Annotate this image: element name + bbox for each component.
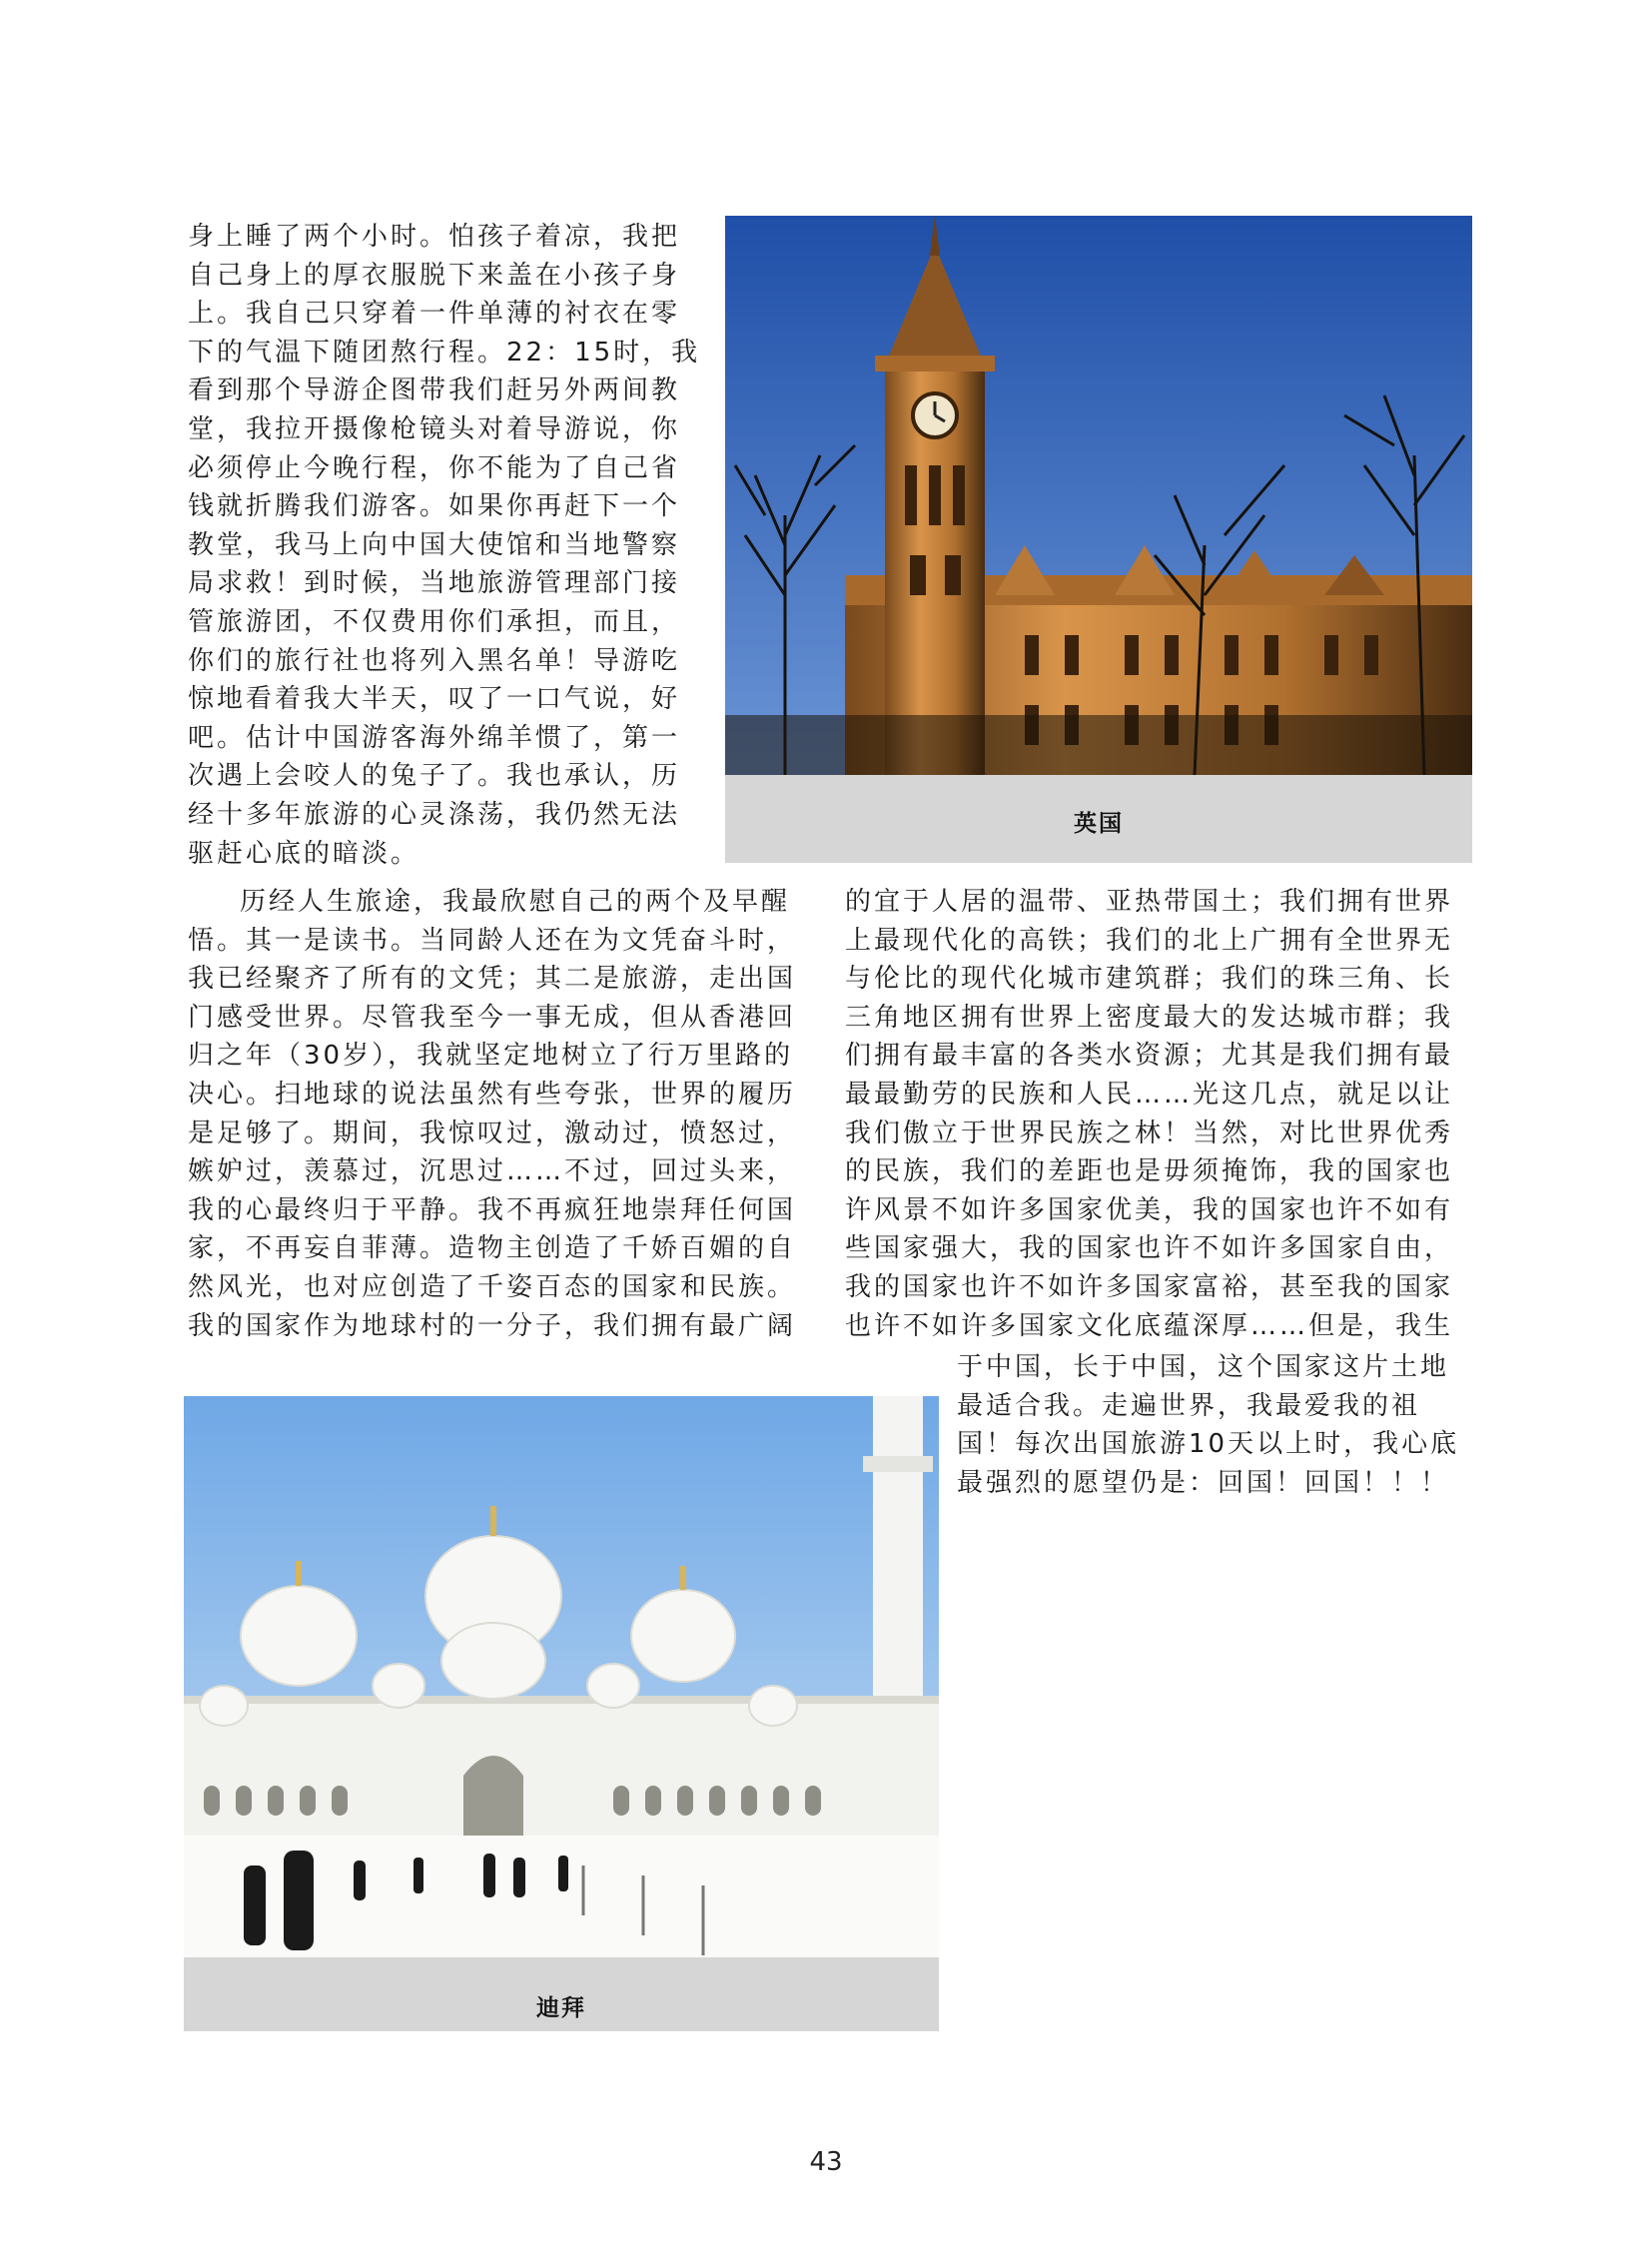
photo-caption-dubai: 迪拜	[536, 1995, 586, 2021]
paragraph-conclusion	[957, 1348, 1464, 1502]
text-line: 吧。估计中国游客海外绵羊惯了，第一	[188, 722, 681, 753]
text-line: 于中国，长于中国，这个国家这片土地	[957, 1352, 1450, 1382]
text-line: 下的气温下随团熬行程。22：15时，我	[188, 337, 701, 368]
paragraph-country-pride	[845, 883, 1464, 1345]
text-line: 门感受世界。尽管我至今一事无成，但从香港回	[188, 1002, 797, 1033]
text-line: 家，不再妄自菲薄。造物主创造了千娇百媚的自	[188, 1233, 797, 1264]
text-line: 三角地区拥有世界上密度最大的发达城市群；我	[845, 1002, 1454, 1033]
text-line: 也许不如许多国家文化底蕴深厚……但是，我生	[845, 1310, 1454, 1341]
text-line: 最适合我。走遍世界，我最爱我的祖	[957, 1390, 1421, 1421]
text-line: 国！每次出国旅游10天以上时，我心底	[957, 1429, 1460, 1460]
text-line: 悟。其一是读书。当同龄人还在为文凭奋斗时，	[188, 925, 797, 956]
text-line: 驱赶心底的暗淡。	[188, 838, 420, 869]
text-line: 历经人生旅途，我最欣慰自己的两个及早醒	[240, 887, 791, 917]
text-line: 我已经聚齐了所有的文凭；其二是旅游，走出国	[188, 964, 797, 995]
text-line: 些国家强大，我的国家也许不如许多国家自由，	[845, 1233, 1454, 1264]
photo-card-dubai	[184, 1396, 939, 2031]
text-line: 嫉妒过，羡慕过，沉思过……不过，回过头来，	[188, 1156, 797, 1187]
text-line: 与伦比的现代化城市建筑群；我们的珠三角、长	[845, 964, 1454, 995]
text-line: 的宜于人居的温带、亚热带国土；我们拥有世界	[845, 887, 1454, 917]
text-line: 上。我自己只穿着一件单薄的衬衣在零	[188, 299, 681, 330]
paragraph-reflection	[188, 883, 811, 1345]
text-line: 是足够了。期间，我惊叹过，激动过，愤怒过，	[188, 1118, 797, 1148]
text-line: 局求救！到时候，当地旅游管理部门接	[188, 568, 681, 599]
photo-manchester-town-hall	[725, 216, 1472, 775]
text-line: 必须停止今晚行程，你不能为了自己省	[188, 452, 681, 483]
paragraph-continuation	[188, 218, 707, 873]
text-line: 最强烈的愿望仍是：回国！回国！！！	[957, 1467, 1450, 1498]
text-line: 我的国家作为地球村的一分子，我们拥有最广阔	[188, 1310, 797, 1341]
text-line: 我们傲立于世界民族之林！当然，对比世界优秀	[845, 1118, 1454, 1148]
photo-sheikh-zayed-mosque	[184, 1396, 939, 1957]
text-line: 我的国家也许不如许多国家富裕，甚至我的国家	[845, 1271, 1454, 1302]
text-line: 你们的旅行社也将列入黑名单！导游吃	[188, 645, 681, 676]
text-line: 次遇上会咬人的兔子了。我也承认，历	[188, 761, 681, 792]
text-line: 看到那个导游企图带我们赶另外两间教	[188, 375, 681, 406]
page-number: 43	[809, 2147, 843, 2177]
text-line: 许风景不如许多国家优美，我的国家也许不如有	[845, 1194, 1454, 1225]
text-line: 管旅游团，不仅费用你们承担，而且，	[188, 606, 681, 637]
text-line: 钱就折腾我们游客。如果你再赶下一个	[188, 491, 681, 522]
text-line: 决心。扫地球的说法虽然有些夸张，世界的履历	[188, 1079, 797, 1110]
text-line: 上最现代化的高铁；我们的北上广拥有全世界无	[845, 925, 1454, 956]
text-line: 们拥有最丰富的各类水资源；尤其是我们拥有最	[845, 1041, 1454, 1072]
text-line: 最最勤劳的民族和人民……光这几点，就足以让	[845, 1079, 1454, 1110]
text-line: 自己身上的厚衣服脱下来盖在小孩子身	[188, 260, 681, 291]
text-line: 惊地看着我大半天，叹了一口气说，好	[188, 684, 681, 715]
text-line: 的民族，我们的差距也是毋须掩饰，我的国家也	[845, 1156, 1454, 1187]
text-line: 教堂，我马上向中国大使馆和当地警察	[188, 529, 681, 560]
text-line: 我的心最终归于平静。我不再疯狂地崇拜任何国	[188, 1194, 797, 1225]
text-line: 然风光，也对应创造了千姿百态的国家和民族。	[188, 1271, 797, 1302]
photo-caption-uk: 英国	[1074, 811, 1124, 837]
text-line: 归之年（30岁），我就坚定地树立了行万里路的	[188, 1041, 794, 1072]
text-line: 堂，我拉开摄像枪镜头对着导游说，你	[188, 413, 681, 444]
text-line: 身上睡了两个小时。怕孩子着凉，我把	[188, 222, 681, 252]
photo-card-uk	[725, 216, 1472, 863]
text-line: 经十多年旅游的心灵涤荡，我仍然无法	[188, 799, 681, 830]
